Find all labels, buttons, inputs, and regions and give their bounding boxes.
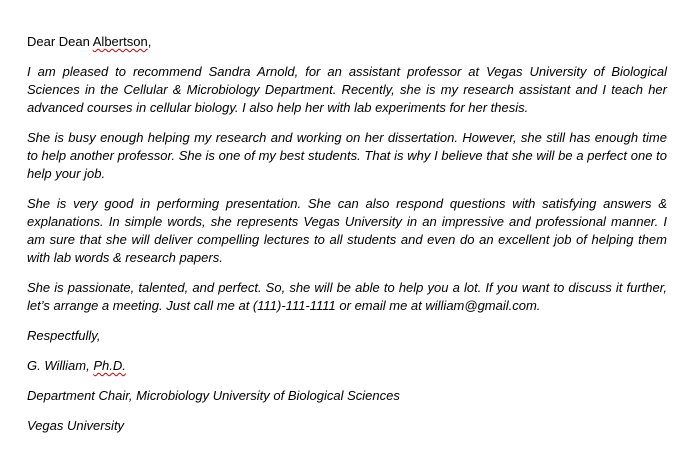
letter-body (27, 33, 667, 447)
signer-name (27, 357, 667, 375)
greeting-suffix: , (147, 34, 152, 49)
signer-prefix: G. William, (27, 358, 94, 373)
greeting-prefix: Dear Dean (27, 34, 93, 49)
greeting-name: Albertson (92, 34, 148, 49)
signer-title: Department Chair, Microbiology University of Biological Sciences (27, 388, 400, 403)
signer-degree: Ph.D. (93, 358, 126, 373)
signer-institution: Vegas University (27, 418, 125, 433)
paragraph-4: She is passionate, talented, and perfect. So, she will be able to help you a lot. If you want to discuss it further, let’s arrange a meeting. Just call me at (111)-111-1111 or email me at william@gmail.com. (27, 280, 667, 313)
paragraph-3: She is very good in performing presentation. She can also respond questions with satisfying answers & explanations. In simple words, she represents Vegas University in an impressive and professional manner. I am sure that she will deliver compelling lectures to all students and even do an excellent job of helping them with lab words & research papers. (27, 196, 667, 265)
paragraph-1: I am pleased to recommend Sandra Arnold, for an assistant professor at Vegas University of Biological Sciences in the Cellular & Microbiology Department. Recently, she is my research assistant and I teach her advanced courses in cellular biology. I also help her with lab experiments for her thesis. (27, 64, 667, 115)
closing-line: Respectfully, (27, 328, 101, 343)
paragraph-2: She is busy enough helping my research and working on her dissertation. However, she still has enough time to help another professor. She is one of my best students. That is why I believe that she will be a perfect one to help your job. (27, 130, 667, 181)
greeting-line (27, 33, 667, 51)
